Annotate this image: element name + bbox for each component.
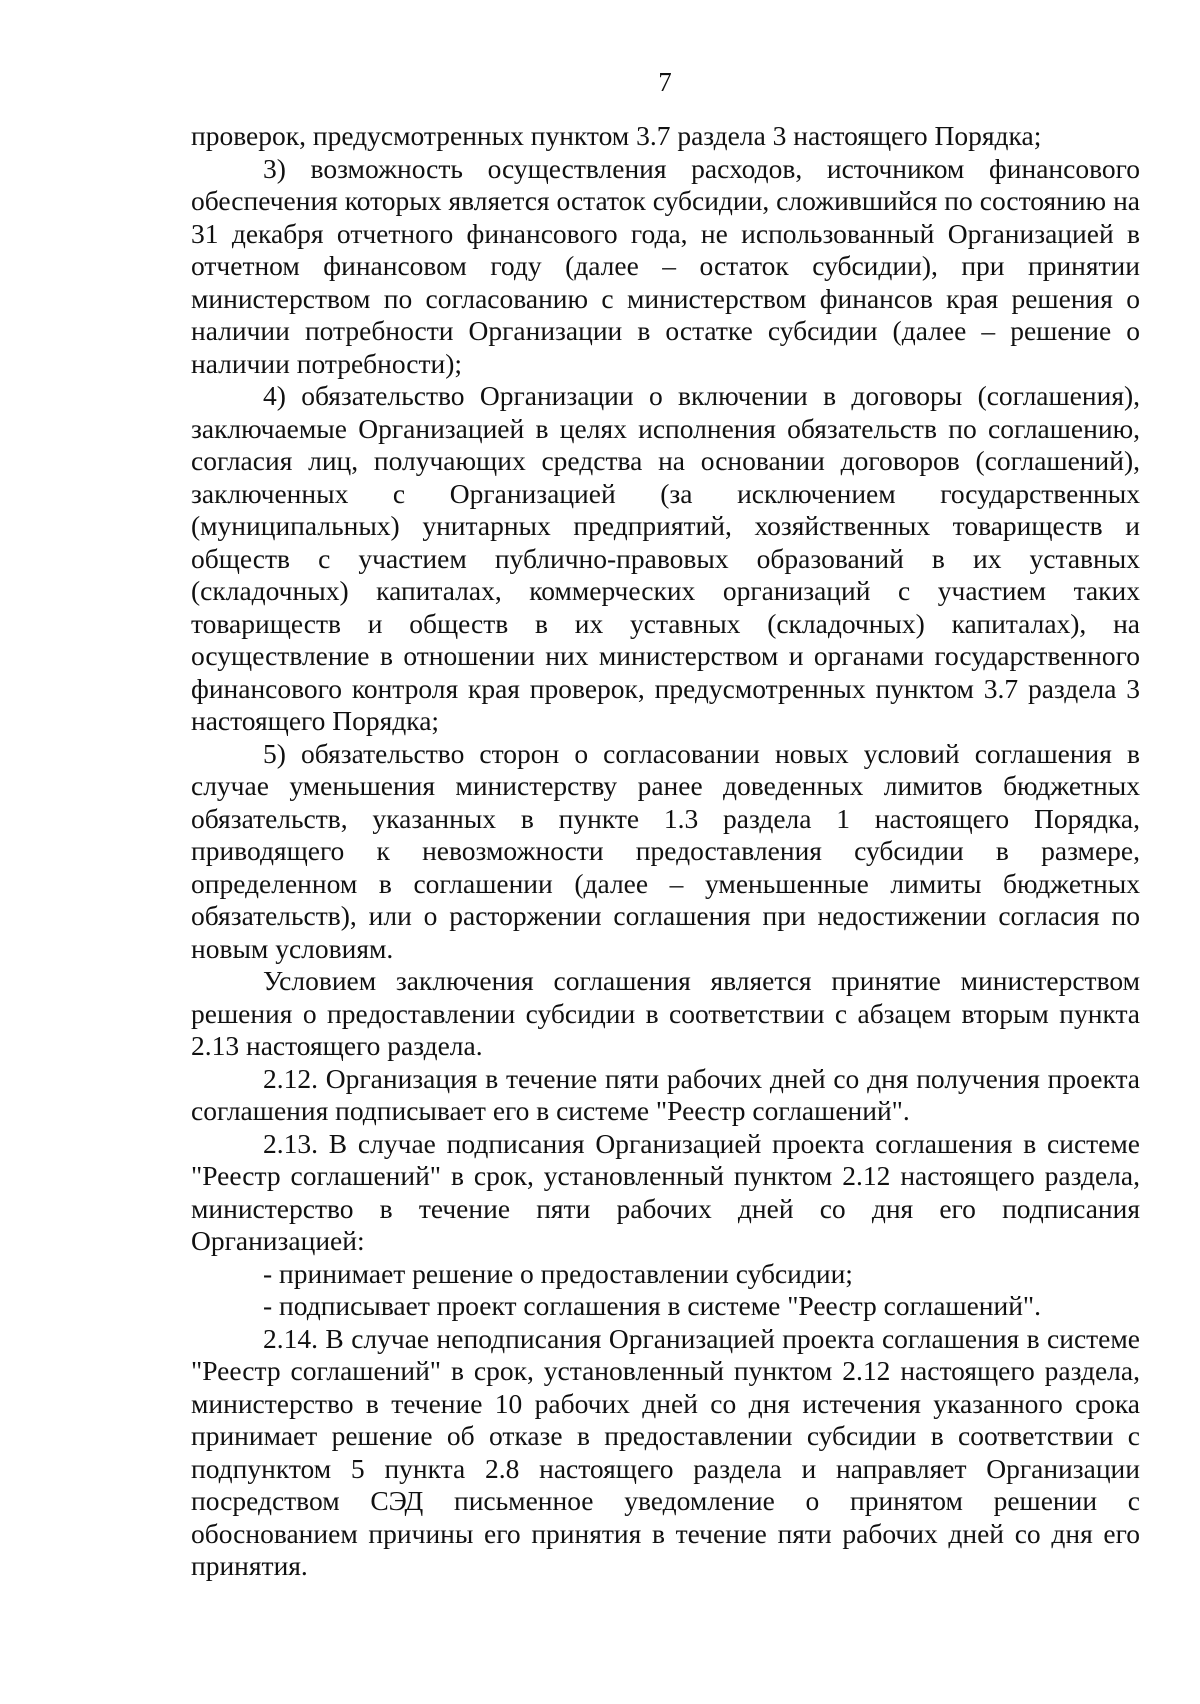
paragraph-continuation: проверок, предусмотренных пунктом 3.7 раздела 3 настоящего Порядка; [191, 120, 1042, 151]
paragraph-2-13: 2.13. В случае подписания Организацией проекта соглашения в системе "Реестр соглашений" в срок, установленный пунктом 2.12 настоящего раздела, министерство в течение пяти рабочих дней со дня его подписания Организацией: [191, 1127, 1140, 1256]
list-item-accept-decision: - принимает решение о предоставлении субсидии; [263, 1257, 853, 1289]
paragraph-2-12: 2.12. Организация в течение пяти рабочих дней со дня получения проекта соглашения подписывает его в системе "Реестр соглашений". [191, 1062, 1140, 1126]
paragraph-item-5: 5) обязательство сторон о согласовании новых условий соглашения в случае уменьшения министерству ранее доведенных лимитов бюджетных обязательств, указанных в пункте 1.3 раздела 1 настоящего Порядка, приводящего к невозможности предоставления субсидии в размере, определенном в соглашении (далее – уменьшенные лимиты бюджетных обязательств), или о расторжении соглашения при недостижении согласия по новым условиям. [191, 737, 1140, 964]
paragraph-condition: Условием заключения соглашения является принятие министерством решения о предоставлении субсидии в соответствии с абзацем вторым пункта 2.13 настоящего раздела. [191, 965, 1140, 1061]
document-body [191, 120, 1140, 1583]
page-number: 7 [658, 67, 672, 97]
paragraph-2-14: 2.14. В случае неподписания Организацией проекта соглашения в системе "Реестр соглашений" в срок, установленный пунктом 2.12 настоящего раздела, министерство в течение 10 рабочих дней со дня истечения указанного срока принимает решение об отказе в предоставлении субсидии в соответствии с подпунктом 5 пункта 2.8 настоящего раздела и направляет Организации посредством СЭД письменное уведомление о принятом решении с обоснованием причины его принятия в течение пяти рабочих дней со дня его принятия. [191, 1322, 1140, 1581]
paragraph-item-3: 3) возможность осуществления расходов, источником финансового обеспечения которых является остаток субсидии, сложившийся по состоянию на 31 декабря отчетного финансового года, не использованный Организацией в отчетном финансовом году (далее – остаток субсидии), при принятии министерством по согласованию с министерством финансов края решения о наличии потребности Организации в остатке субсидии (далее – решение о наличии потребности); [191, 152, 1140, 379]
list-item-sign-project: - подписывает проект соглашения в системе "Реестр соглашений". [263, 1290, 1042, 1321]
paragraph-item-4: 4) обязательство Организации о включении в договоры (соглашения), заключаемые Организацией в целях исполнения обязательств по соглашению, согласия лиц, получающих средства на основании договоров (соглашений), заключенных с Организацией (за исключением государственных (муниципальных) унитарных предприятий, хозяйственных товариществ и обществ с участием публично-правовых образований в их уставных (складочных) капиталах, коммерческих организаций с участием таких товариществ и обществ в их уставных (складочных) капиталах), на осуществление в отношении них министерством и органами государственного финансового контроля края проверок, предусмотренных пунктом 3.7 раздела 3 настоящего Порядка; [191, 380, 1140, 736]
